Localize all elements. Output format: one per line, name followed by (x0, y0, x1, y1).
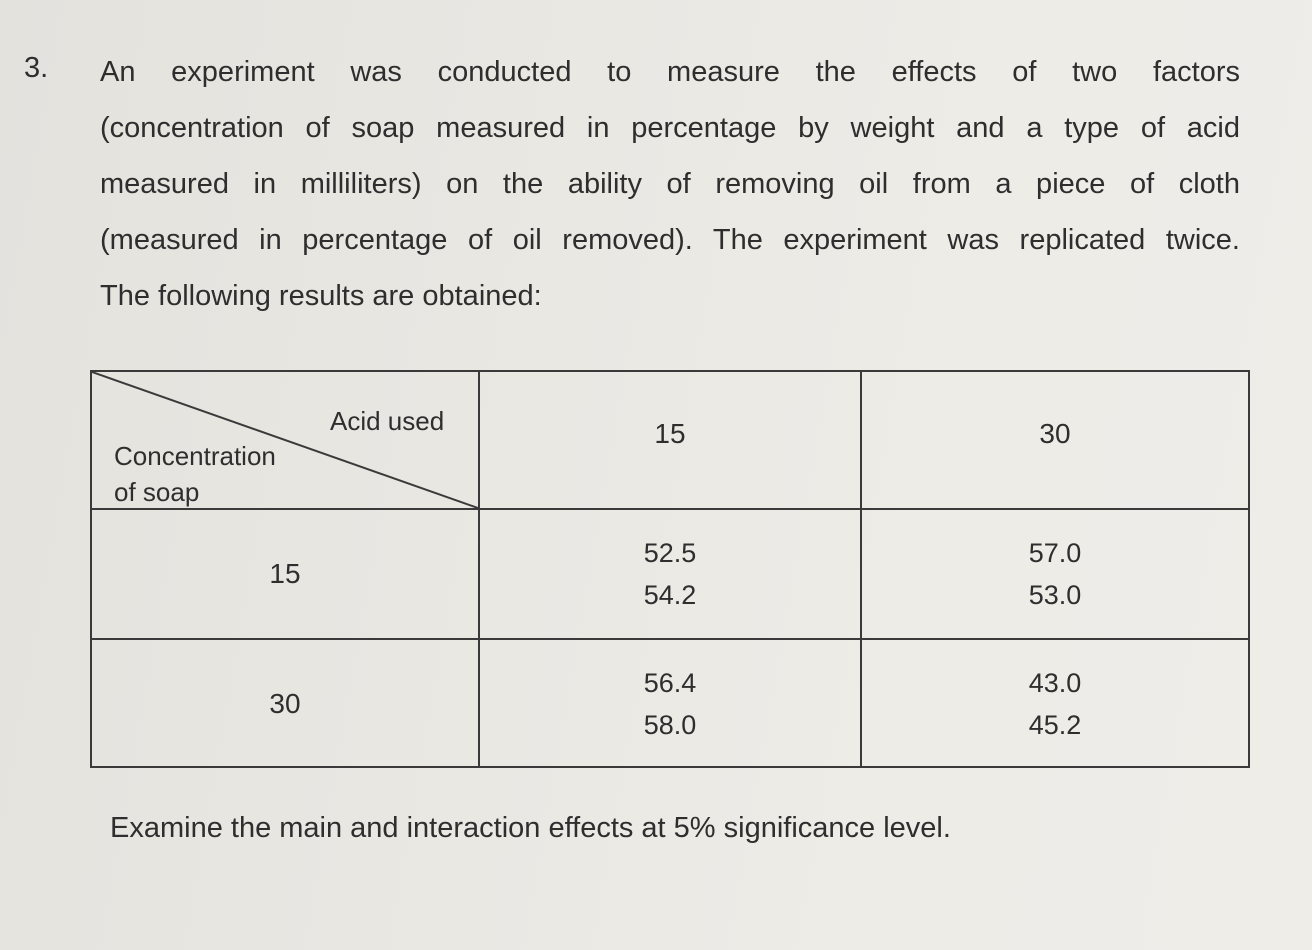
row-header-cell (92, 510, 480, 640)
question-line: The following results are obtained: (100, 280, 542, 312)
question-number: 3. (24, 52, 49, 84)
concentration-label-line1: Concentration (114, 441, 276, 471)
table-cell (480, 640, 862, 766)
replicate-1: 56.4 (643, 668, 697, 698)
soap-level-15: 15 (269, 558, 301, 589)
column-header-cell (862, 372, 1248, 510)
corner-header-cell (92, 372, 480, 510)
table-cell (862, 640, 1248, 766)
question-line: (concentration of soap measured in percentage by weight and a type of acid (100, 112, 1240, 144)
soap-level-30: 30 (269, 688, 301, 719)
question-line: measured in milliliters) on the ability of removing oil from a piece of cloth (100, 168, 1240, 200)
question-line: An experiment was conducted to measure the effects of two factors (100, 56, 1240, 88)
table-cell (862, 510, 1248, 640)
replicate-values (862, 662, 1248, 746)
replicate-1: 43.0 (1028, 668, 1082, 698)
acid-level-30: 30 (1039, 418, 1071, 449)
replicate-2: 54.2 (643, 580, 697, 610)
replicate-2: 53.0 (1028, 580, 1082, 610)
row-header-cell (92, 640, 480, 766)
results-table (90, 370, 1250, 768)
acid-factor-label: Acid used (330, 406, 445, 436)
replicate-2: 45.2 (1028, 710, 1082, 740)
question-text (100, 44, 1240, 324)
replicate-values (480, 662, 860, 746)
replicate-1: 57.0 (1028, 538, 1082, 568)
replicate-values (862, 532, 1248, 616)
instruction-text: Examine the main and interaction effects at 5% significance level. (110, 812, 951, 844)
question-line: (measured in percentage of oil removed). The experiment was replicated twice. (100, 224, 1240, 256)
replicate-values (480, 532, 860, 616)
table-cell (480, 510, 862, 640)
acid-level-15: 15 (654, 418, 686, 449)
concentration-label-line2: of soap (114, 477, 200, 507)
column-header-cell (480, 372, 862, 510)
concentration-factor-label (114, 438, 276, 510)
replicate-2: 58.0 (643, 710, 697, 740)
replicate-1: 52.5 (643, 538, 697, 568)
